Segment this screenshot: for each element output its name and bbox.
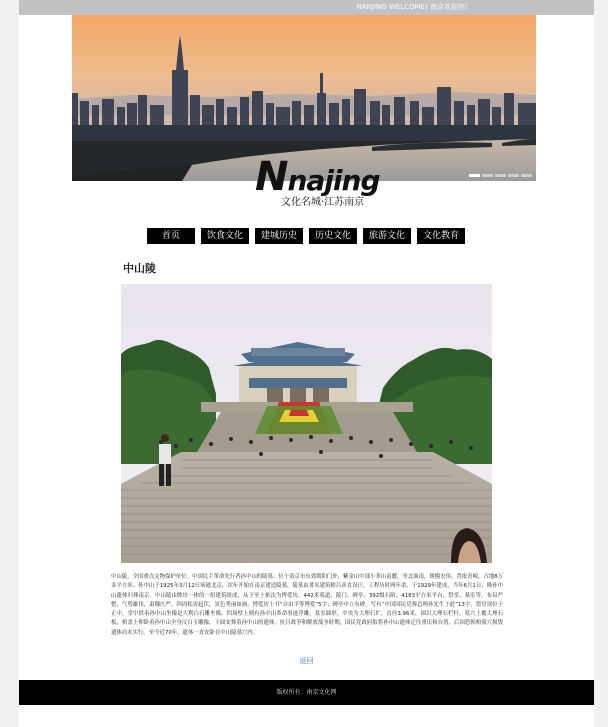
nav-item-city-history[interactable]: 建城历史 — [255, 228, 303, 244]
nav-item-education[interactable]: 文化教育 — [417, 228, 465, 244]
site-logo[interactable] — [255, 154, 380, 210]
mausoleum-photo — [121, 284, 492, 563]
footer — [19, 680, 594, 705]
logo-word: najing — [287, 164, 380, 197]
logo-tagline: 文化名城·江苏南京 — [281, 197, 365, 208]
page — [19, 0, 594, 727]
copyright-text: 版权所有：南京文化网 — [276, 689, 337, 696]
back-link[interactable]: 返回 — [299, 657, 314, 665]
slide-dot[interactable] — [495, 174, 506, 177]
article-body: 中山陵，全国重点文物保护单位。中国民主革命先行者孙中山的陵墓。位于南京市东郊朝阳门外，紫金山中部小茅山南麓，坐北面南，规模宏伟。背依青嶂，占地8万多平方米。孙中山于1925年3月12日病逝北京，次年开始在南京建造陵墓，陵墓由著名建筑师吕彦直设计，工程历时两年余，于1929年建成，当年6月1日，隆孙中山遗体归葬南京。中山陵由牌坊一体的一组建筑组成，从下至上依次为博爱坊、442米墓道、陵门、碑亭、392级石阶、4183平方米平台、祭堂、墓室等。布局严整，气势雄伟，肃穆庄严。四周松涛起伏，景色秀丽如画。博爱坊上书“自由平等博爱”5字；碑亭中立有碑，写有“中国国民党葬总理孙先生于此”13字。祭堂顶位于正中，堂中供奉孙中山坐像是大利白石雕坐像，四周壁上刻有孙中山革命事迹浮雕。墓室圆形，中央为大理石圹，直径3.96米，围以大理石栏杆，墓穴上覆大理石板，棺盖上仰卧着孙中山全身汉白玉雕像，下面安葬着孙中山的遗体。抗日战争和解放战争时期，国民党政府拟将孙中山遗体迁往重庆和台湾，后因恐损棺墓穴损毁遗体而未实行。至今近70年，遗体一直安卧在中山陵墓穴内。 — [111, 574, 503, 636]
logo-letter: N — [255, 154, 288, 200]
welcome-text: NANJING WELCOME! 南京欢迎您！ — [356, 3, 472, 11]
nav-item-history-culture[interactable]: 历史文化 — [309, 228, 357, 244]
slide-dot[interactable] — [521, 174, 532, 177]
article-title: 中山陵 — [123, 262, 156, 275]
slide-dot[interactable] — [482, 174, 493, 177]
top-bar — [19, 0, 594, 15]
slide-dot[interactable] — [508, 174, 519, 177]
nav-item-food[interactable]: 饮食文化 — [201, 228, 249, 244]
nav-item-home[interactable]: 首页 — [147, 228, 195, 244]
slide-indicators — [469, 174, 532, 177]
nav-item-tourism[interactable]: 旅游文化 — [363, 228, 411, 244]
main-nav — [147, 228, 465, 244]
slide-dot[interactable] — [469, 174, 480, 177]
